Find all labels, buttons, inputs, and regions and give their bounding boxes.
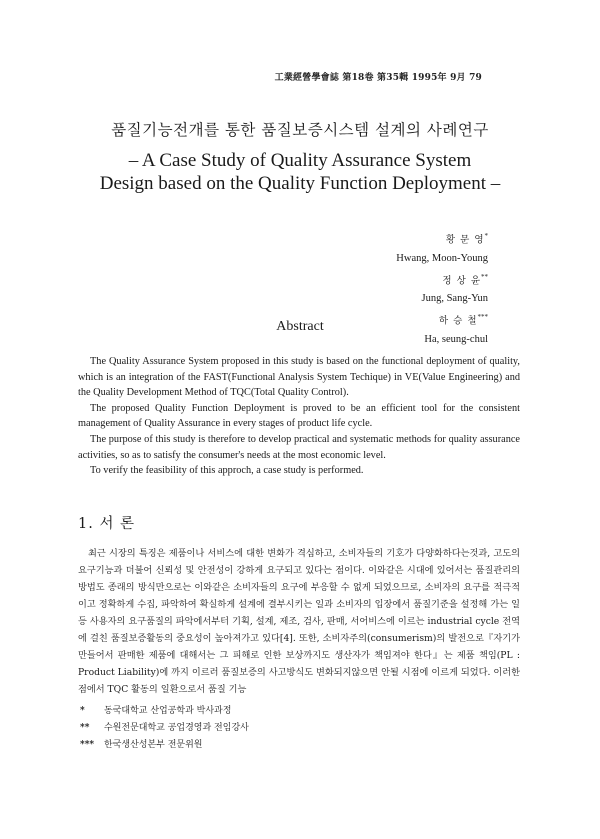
introduction-paragraph: 최근 시장의 특징은 제품이나 서비스에 대한 변화가 격심하고, 소비자들의 기호가 다양화하다는것과, 고도의 요구기능과 더불어 신뢰성 및 안전성이 강하게 요구되고 있다는 점이다. 이와같은 시대에 있어서는 품질관리의 방법도 종래의 방식만으로는 이와같은 소비자들의 요구에 부응할 수 없게 되었으므로, 소비자의 요구를 적극적이고 정확하게 수집, 파악하여 확실하게 설계에 결부시키는 일과 소비자의 입장에서 품질기준을 설정해 가는 일 등 사용자의 요구품질의 파악에서부터 기획, 설계, 제조, 검사, 판매, 서어비스에 이르는 industrial cycle 전역에 걸친 품질보증활동의 중요성이 높아져가고 있다[4]. 또한, 소비자주의(consumerism)의 발전으로『자기가 만들어서 판매한 제품에 대해서는 그 피해로 인한 보상까지도 생산자가 책임져야 한다』는 제품 책임(PL : Product Liability)에 까지 이르러 품질보증의 사고방식도 변화되지않으면 안될 시점에 이르게 되었다. 이러한 점에서 TQC 활동의 일환으로서 품질 기능 (78, 548, 520, 695)
abstract-body (78, 354, 520, 479)
english-title-line-2: Design based on the Quality Function Deployment – (99, 173, 501, 194)
abstract-paragraph: The Quality Assurance System proposed in this study is based on the functional deployment of quality, which is an integration of the FAST(Functional Analysis System Techique) in VE(Value Engineering) and the Quality Development Method of TQC(Total Quality Control). (78, 356, 520, 399)
title-block (60, 118, 540, 195)
footnote-3: *** 한국생산성본부 전문위원 (80, 740, 203, 750)
author-2-korean: 정 상 윤** (442, 272, 488, 286)
abstract-heading: Abstract (276, 319, 324, 334)
footnotes (80, 703, 249, 754)
english-title-line-1: – A Case Study of Quality Assurance System (128, 150, 472, 171)
running-header: 工業經營學會誌 第18卷 第35輯 1995年 9月 79 (274, 73, 482, 83)
author-1-english: Hwang, Moon-Young (396, 252, 488, 264)
abstract-paragraph: To verify the feasibility of this approch, a case study is performed. (90, 465, 364, 477)
korean-title: 품질기능전개를 통한 품질보증시스템 설계의 사례연구 (111, 121, 489, 139)
author-3-korean: 하 승 철*** (438, 313, 488, 327)
abstract-paragraph: The purpose of this study is therefore to develop practical and systematic methods for quality assurance activities, so as to satisfy the consumer's needs at the most economic level. (78, 433, 520, 461)
footnote-1: * 동국대학교 산업공학과 박사과정 (80, 706, 232, 716)
footnote-2: ** 수원전문대학교 공업경영과 전임강사 (80, 723, 249, 733)
author-1-korean: 황 문 영* (445, 232, 488, 246)
author-2-english: Jung, Sang-Yun (421, 293, 488, 304)
section-heading-introduction: 1. 서 론 (78, 516, 136, 532)
introduction-body (78, 545, 520, 698)
abstract-paragraph: The proposed Quality Function Deployment is proved to be an efficient tool for the consistent management of Quality Assurance in every stages of product life cycle. (78, 402, 520, 430)
author-3-english: Ha, seung-chul (424, 333, 488, 345)
